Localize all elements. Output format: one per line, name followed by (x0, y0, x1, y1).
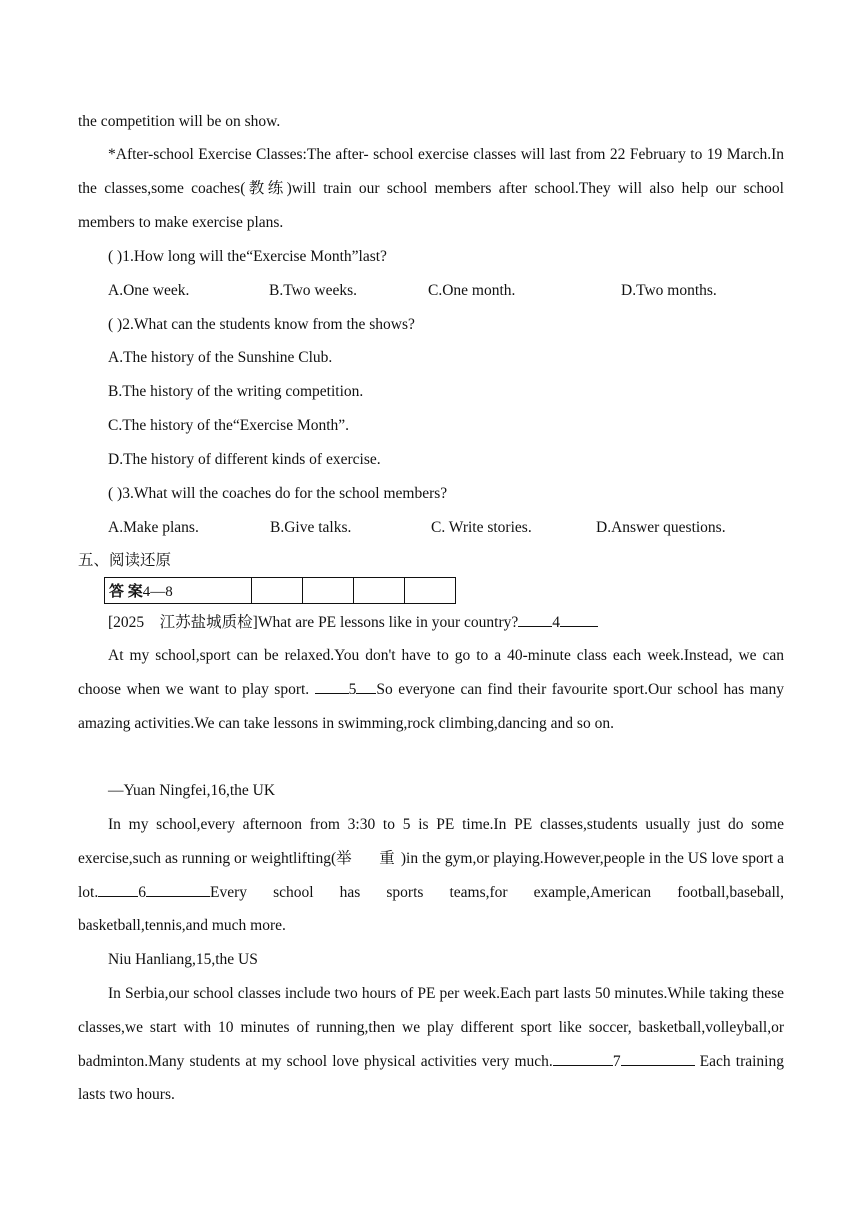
answer-table-label (105, 578, 252, 604)
question-1-stem: ( )1.How long will the“Exercise Month”last? (108, 248, 387, 265)
question-3-option-c: C. Write stories. (431, 519, 532, 536)
gloss-text: 举 重 (336, 849, 401, 867)
paragraph-text: Every school has sports teams,for example,American football,baseball, basketball,tennis,and much more. (78, 883, 784, 935)
paragraph-uk (78, 639, 784, 740)
question-2-option-d: D.The history of different kinds of exercise. (108, 451, 381, 468)
source-tag: [2025 江苏盐城质检] (108, 614, 258, 631)
answer-cell[interactable] (354, 578, 405, 604)
blank-number: 7 (612, 1052, 621, 1070)
question-3-option-d: D.Answer questions. (596, 519, 726, 536)
answer-cell[interactable] (405, 578, 456, 604)
question-1-option-d: D.Two months. (621, 282, 717, 299)
paragraph-text: )in the gym,or playing.However,people in the US love sport a lot. (78, 849, 784, 901)
answer-table (104, 577, 456, 604)
answer-cell[interactable] (252, 578, 303, 604)
blank (560, 612, 598, 627)
signature-uk: —Yuan Ningfei,16,the UK (108, 782, 276, 799)
paragraph-serbia (78, 977, 784, 1112)
blank-number: 5 (348, 680, 357, 698)
question-1-option-a: A.One week. (108, 282, 190, 299)
answer-label-text: 答 案 (109, 584, 143, 600)
passage-title-question: What are PE lessons like in your country? (257, 614, 519, 631)
section-5-heading: 五、阅读还原 (78, 552, 172, 569)
paragraph-us (78, 808, 784, 943)
passage-source-line (108, 612, 598, 633)
question-2-option-a: A.The history of the Sunshine Club. (108, 349, 333, 366)
question-3-option-b: B.Give talks. (270, 519, 352, 536)
question-1-option-c: C.One month. (428, 282, 516, 299)
blank-number: 6 (138, 883, 146, 901)
question-3-stem: ( )3.What will the coaches do for the school members? (108, 485, 448, 502)
question-2-option-b: B.The history of the writing competition. (108, 383, 364, 400)
signature-us: Niu Hanliang,15,the US (108, 951, 258, 968)
paragraph-text: In my school,every afternoon from 3:30 to 5 is PE time.In PE classes,students usually just do some exercise,such as running or weightlifting( (78, 816, 784, 867)
blank (518, 612, 552, 627)
question-2-option-c: C.The history of the“Exercise Month”. (108, 417, 350, 434)
question-3-option-a: A.Make plans. (108, 519, 199, 536)
blank (146, 882, 210, 897)
blank (315, 679, 349, 694)
paragraph-text: Each training lasts two hours. (78, 1052, 784, 1104)
blank-number: 4 (552, 614, 560, 631)
blank (621, 1051, 695, 1066)
paragraph-text: In Serbia,our school classes include two hours of PE per week.Each part lasts 50 minutes.While taking these classes,we start with 10 minutes of running,then we play different sport like soccer, basketball,volleyball,or badminton.Many students at my school love physical activities very much. (78, 985, 784, 1070)
answer-label-range: 4—8 (142, 584, 173, 600)
blank (98, 882, 138, 897)
answer-cell[interactable] (303, 578, 354, 604)
question-2-stem: ( )2.What can the students know from the shows? (108, 316, 415, 333)
passage-after-school-classes: *After-school Exercise Classes:The after- school exercise classes will last from 22 February to 19 March.In the classes,some coaches(教练)will train our school members after school.They will also help our school members to make exercise plans. (78, 146, 784, 231)
paragraph-text: At my school,sport can be relaxed.You don't have to go to a 40-minute class each week.Instead, we can choose when we want to play sport. (78, 647, 784, 698)
blank (356, 679, 376, 694)
passage-continuation: the competition will be on show. (78, 113, 281, 130)
blank (553, 1051, 613, 1066)
paragraph-text: So everyone can find their favourite sport.Our school has many amazing activities.We can take lessons in swimming,rock climbing,dancing and so on. (78, 680, 785, 732)
question-1-option-b: B.Two weeks. (269, 282, 358, 299)
